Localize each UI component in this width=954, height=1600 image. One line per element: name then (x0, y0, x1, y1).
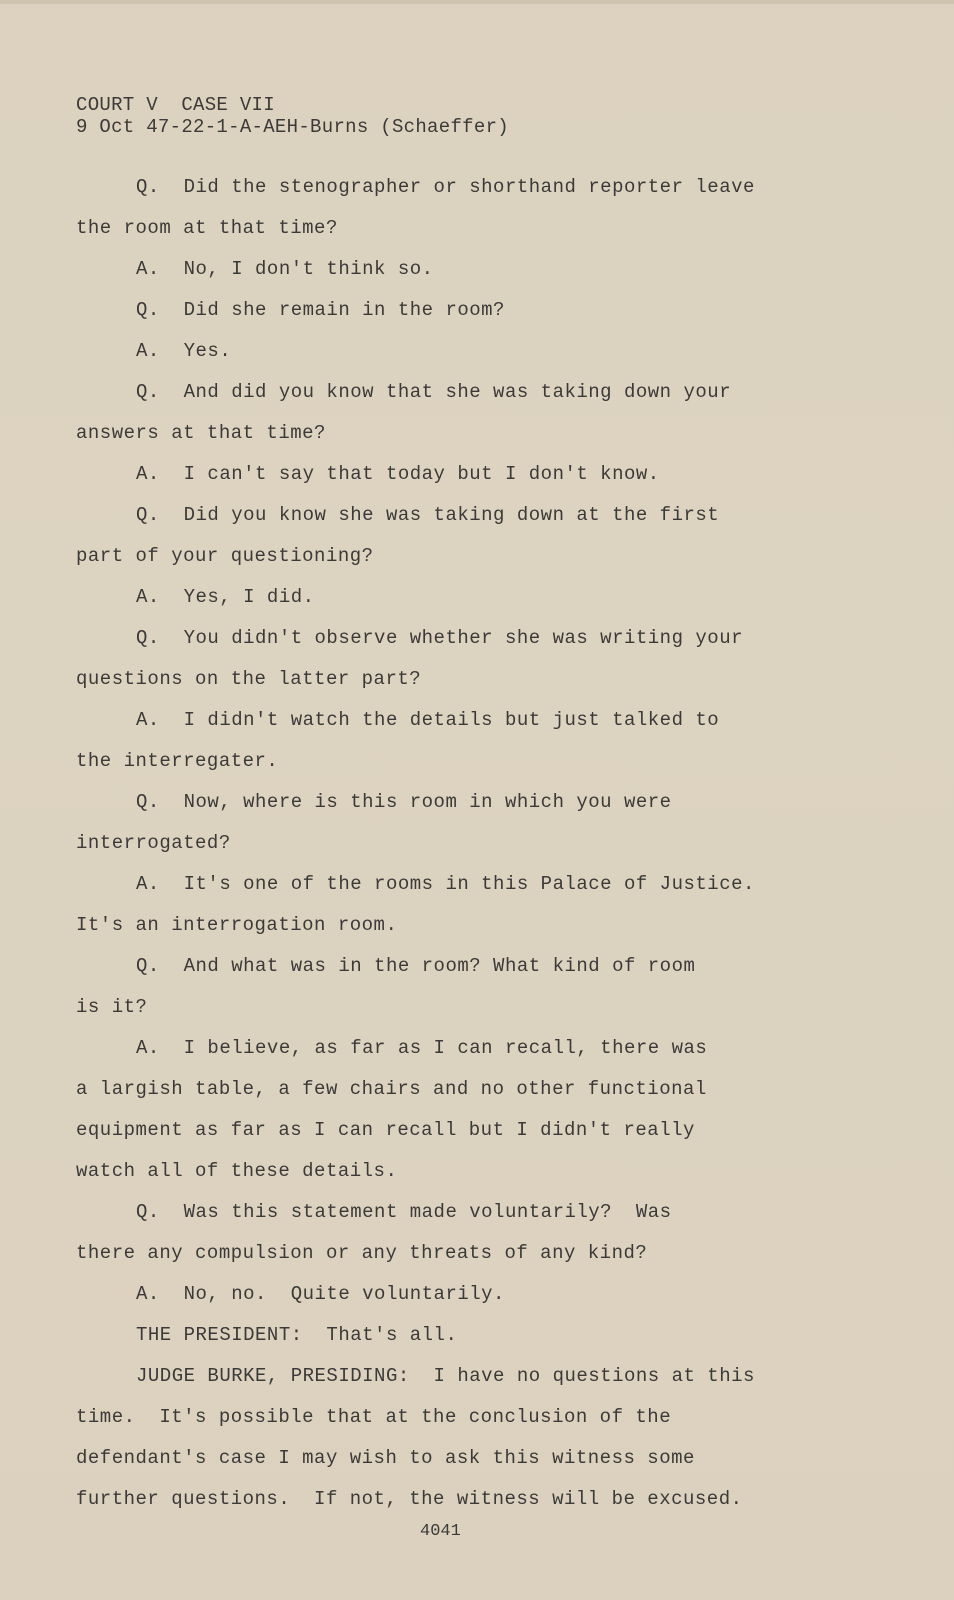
transcript-line: It's an interrogation room. (76, 914, 398, 936)
transcript-line: A. Yes. (136, 340, 232, 362)
transcript-line: part of your questioning? (76, 545, 374, 567)
transcript-line: a largish table, a few chairs and no other functional (76, 1078, 707, 1100)
paper-edge (0, 0, 954, 4)
transcript-line: A. I can't say that today but I don't know. (136, 463, 660, 485)
transcript-line: Q. Was this statement made voluntarily? Was (136, 1201, 672, 1223)
transcript-line: there any compulsion or any threats of any kind? (76, 1242, 648, 1264)
transcript-line: A. I believe, as far as I can recall, there was (136, 1037, 708, 1059)
transcript-line: A. It's one of the rooms in this Palace of Justice. (136, 873, 755, 895)
transcript-line: Q. Did the stenographer or shorthand reporter leave (136, 176, 755, 198)
transcript-line: JUDGE BURKE, PRESIDING: I have no questions at this (136, 1365, 755, 1387)
transcript-line: further questions. If not, the witness will be excused. (76, 1488, 743, 1510)
date-reference-line: 9 Oct 47-22-1-A-AEH-Burns (Schaeffer) (76, 116, 509, 138)
transcript-line: interrogated? (76, 832, 231, 854)
transcript-line: equipment as far as I can recall but I didn't really (76, 1119, 695, 1141)
transcript-line: defendant's case I may wish to ask this witness some (76, 1447, 695, 1469)
page-number: 4041 (420, 1522, 461, 1541)
transcript-line: THE PRESIDENT: That's all. (136, 1324, 458, 1346)
transcript-line: A. No, I don't think so. (136, 258, 434, 280)
transcript-line: watch all of these details. (76, 1160, 398, 1182)
transcript-line: Q. Did you know she was taking down at the first (136, 504, 720, 526)
transcript-line: is it? (76, 996, 148, 1018)
transcript-line: questions on the latter part? (76, 668, 422, 690)
transcript-line: Q. And what was in the room? What kind of room (136, 955, 696, 977)
transcript-line: answers at that time? (76, 422, 326, 444)
transcript-line: A. I didn't watch the details but just talked to (136, 709, 720, 731)
transcript-line: Q. Did she remain in the room? (136, 299, 505, 321)
transcript-line: Q. You didn't observe whether she was writing your (136, 627, 743, 649)
transcript-line: Q. And did you know that she was taking down your (136, 381, 732, 403)
transcript-line: the interregater. (76, 750, 279, 772)
transcript-line: time. It's possible that at the conclusion of the (76, 1406, 672, 1428)
transcript-line: A. Yes, I did. (136, 586, 315, 608)
transcript-line: Q. Now, where is this room in which you were (136, 791, 672, 813)
transcript-line: A. No, no. Quite voluntarily. (136, 1283, 505, 1305)
transcript-line: the room at that time? (76, 217, 338, 239)
court-case-header: COURT V CASE VII (76, 94, 275, 116)
